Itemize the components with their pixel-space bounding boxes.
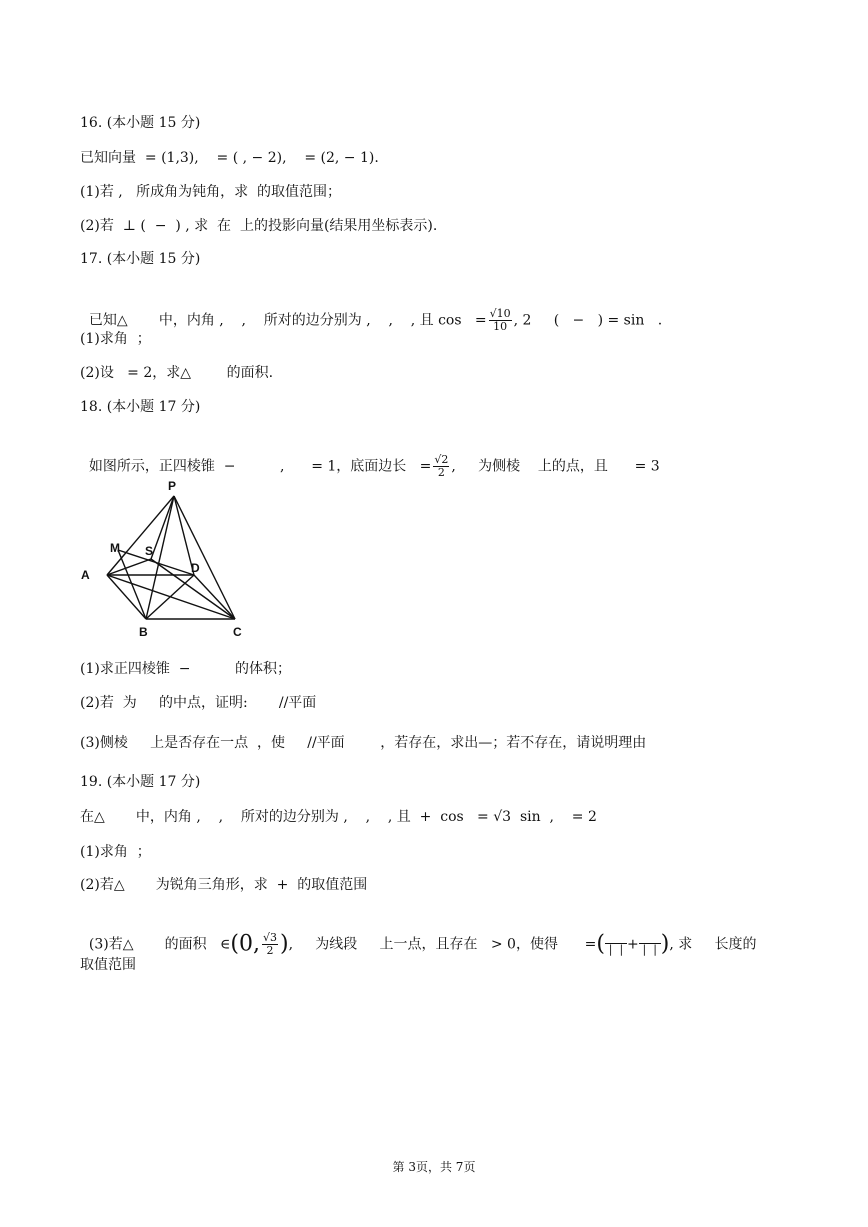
q17-line1-text-b: , 2 ( − ) = sin . [513,312,663,329]
interval-right: ) [279,931,289,957]
vector-expr-close: ) [660,931,670,957]
q17-line1 [80,288,662,333]
q19-part3-text-a: (3)若△ 的面积 ∈ [88,936,231,953]
q18-part2: (2)若 为 的中点，证明: //平面 [80,695,317,711]
q18-fraction [433,454,449,479]
q19-part3-text-b: , 为线段 上一点，且存在 > 0，使得 = [288,936,597,953]
q19-part3-continued: 取值范围 [80,957,136,973]
pyramid-edges [107,496,235,619]
pyramid-figure [78,476,253,644]
page-footer: 第 3页，共 7页 [392,1160,476,1174]
q18-line1-text-b: , 为侧棱 上的点，且 = 3 [451,458,660,475]
label-D: D [191,561,200,575]
q19-line1: 在△ 中，内角 , , 所对的边分别为 , , , 且 + cos = √3 sin , = 2 [80,809,597,825]
label-S: S [145,544,154,558]
q16-line1: 已知向量 = (1,3), = ( , − 2), = (2, − 1). [80,150,379,166]
q17-line1-text-a: 已知△ 中，内角 , , 所对的边分别为 , , , 且 cos = [88,312,487,329]
interval-left: (0, [230,931,260,957]
q16-part1: (1)若 , 所成角为钝角，求 的取值范围； [80,184,341,200]
q19-header: 19. (本小题 17 分) [80,774,201,790]
q17-header: 17. (本小题 15 分) [80,251,201,267]
label-M: M [110,541,120,555]
q18-line1-text-a: 如图所示，正四棱锥 − , = 1，底面边长 = [88,458,432,475]
q17-frac-num: √10 [489,307,511,320]
q16-part2: (2)若 ⊥ ( − ) , 求 在 上的投影向量(结果用坐标表示). [80,218,438,234]
q17-fraction [489,308,512,333]
q19-part3-text-c: , 求 长度的 [669,936,757,953]
q18-part1: (1)求正四棱锥 − 的体积； [80,661,291,677]
label-P: P [168,479,177,493]
q17-frac-den: 10 [493,320,508,333]
q18-frac-den: 2 [437,466,445,479]
q17-part1: (1)求角 ； [80,331,151,347]
q18-header: 18. (本小题 17 分) [80,399,201,415]
label-C: C [233,625,242,639]
unit-vector-2: | | [639,934,661,955]
interval-num: √3 [262,931,277,944]
unit-vector-1: | | [605,934,627,955]
vector-expr-open: ( [596,931,605,957]
label-B: B [139,625,148,639]
q18-part3: (3)侧棱 上是否存在一点 ，使 //平面 ，若存在，求出—；若不存在，请说明理由 [80,735,647,751]
q17-part2: (2)设 = 2，求△ 的面积. [80,365,274,381]
interval-fraction [262,932,278,957]
q19-part1: (1)求角 ； [80,844,151,860]
label-A: A [81,568,90,582]
q18-line1 [80,434,660,479]
q19-part3: (3)若△ 的面积 ∈(0, $\frac{√3}{2}$ ), 为线段 上一点，且存在 > 0，使得 =( | | + | | ), 求 长度的 [88,931,757,957]
q16-header: 16. (本小题 15 分) [80,115,201,131]
q18-frac-num: √2 [434,453,449,466]
interval-den: 2 [266,944,274,957]
q19-part2: (2)若△ 为锐角三角形，求 + 的取值范围 [80,877,368,893]
